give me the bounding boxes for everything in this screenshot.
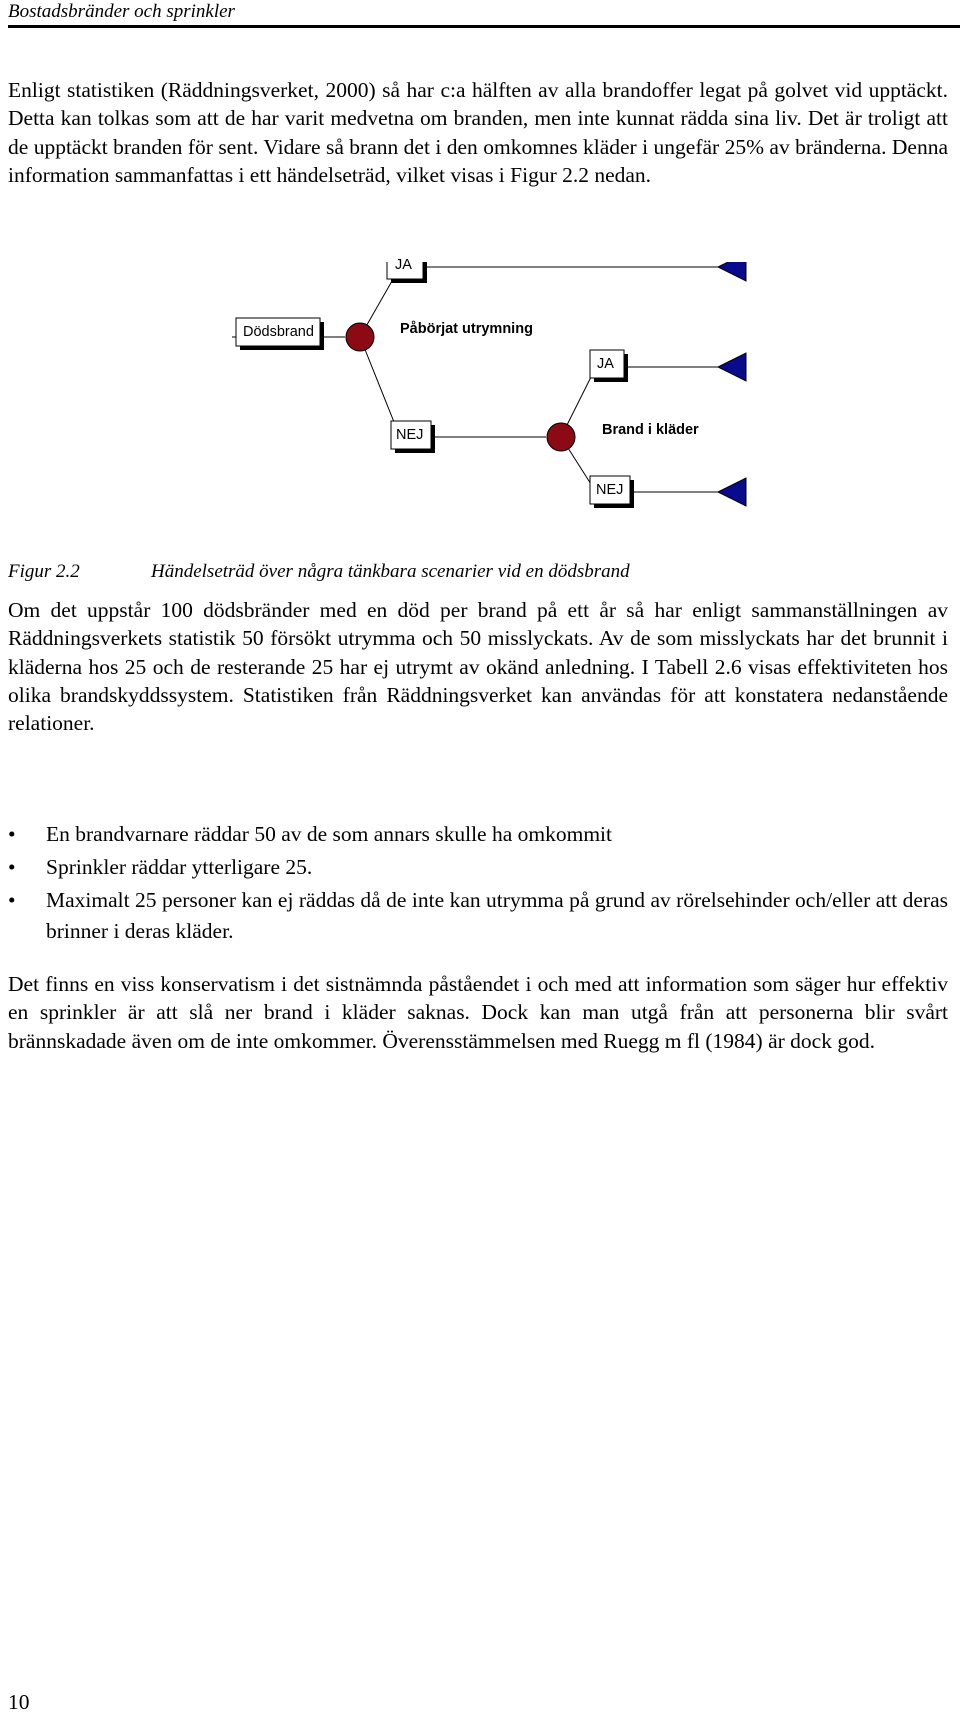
paragraph-statistics: Om det uppstår 100 dödsbränder med en död per brand på ett år så har enligt sammanställningen av Räddningsverkets statistik 50 försökt utrymma och 50 misslyckats. Av de som misslyckats har det brunnit i kläderna hos 25 och de resterande 25 har ej utrymt av okänd anledning. I Tabell 2.6 visas effektiviteten hos olika brandskyddssystem. Statistiken från Räddningsverket kan användas för att konstatera nedanstående relationer. [8,598,948,736]
list-item-text: En brandvarnare räddar 50 av de som annars skulle ha omkommit [46,822,612,846]
bullet-icon: • [8,822,16,846]
bullet-icon: • [8,855,16,879]
page-number: 10 [8,1690,30,1714]
list-item [8,885,948,947]
chance-node-1 [346,323,374,351]
node1-label: Påbörjat utrymning [400,321,533,337]
caption-number: Figur 2.2 [8,561,80,582]
list-item-text: Sprinkler räddar ytterligare 25. [46,855,313,879]
header-rule [8,25,960,28]
node1-yes-label: JA [395,257,412,273]
end-node-1 [718,262,746,281]
paragraph-conclusion: Det finns en viss konservatism i det sistnämnda påståendet i och med att information som säger hur effektiv en sprinkler är att slå ner brand i kläder saknas. Dock kan man utgå från att personerna blir svårt brännskadade även om de inte omkommer. Överensstämmelsen med Ruegg m fl (1984) är dock god. [8,972,948,1053]
event-tree-diagram [0,262,960,512]
node2-yes-label: JA [597,356,614,372]
running-header: Bostadsbränder och sprinkler [8,1,235,22]
bullet-icon: • [8,888,16,912]
node1-no-label: NEJ [396,427,424,443]
list-item [8,819,948,850]
bullet-list [8,819,948,949]
chance-node-2 [547,423,575,451]
end-node-3 [718,478,746,506]
paragraph-intro: Enligt statistiken (Räddningsverket, 2000) så har c:a hälften av alla brandoffer legat på golvet vid upptäckt. Detta kan tolkas som att de har varit medvetna om branden, men inte kunnat rädda sina liv. Det är troligt att de upptäckt branden för sent. Vidare så brann det i den omkomnes kläder i ungefär 25% av bränderna. Denna information sammanfattas i ett händelseträd, vilket visas i Figur 2.2 nedan. [8,78,948,187]
root-label: Dödsbrand [243,324,314,340]
end-node-2 [718,353,746,381]
list-item-text: Maximalt 25 personer kan ej räddas då de inte kan utrymma på grund av rörelsehinder och/eller att deras brinner i deras kläder. [46,888,948,943]
list-item [8,852,948,883]
caption-text: Händelseträd över några tänkbara scenarier vid en dödsbrand [151,561,630,582]
node2-label: Brand i kläder [602,422,699,438]
event-tree-figure [0,257,960,512]
node2-no-label: NEJ [596,482,624,498]
